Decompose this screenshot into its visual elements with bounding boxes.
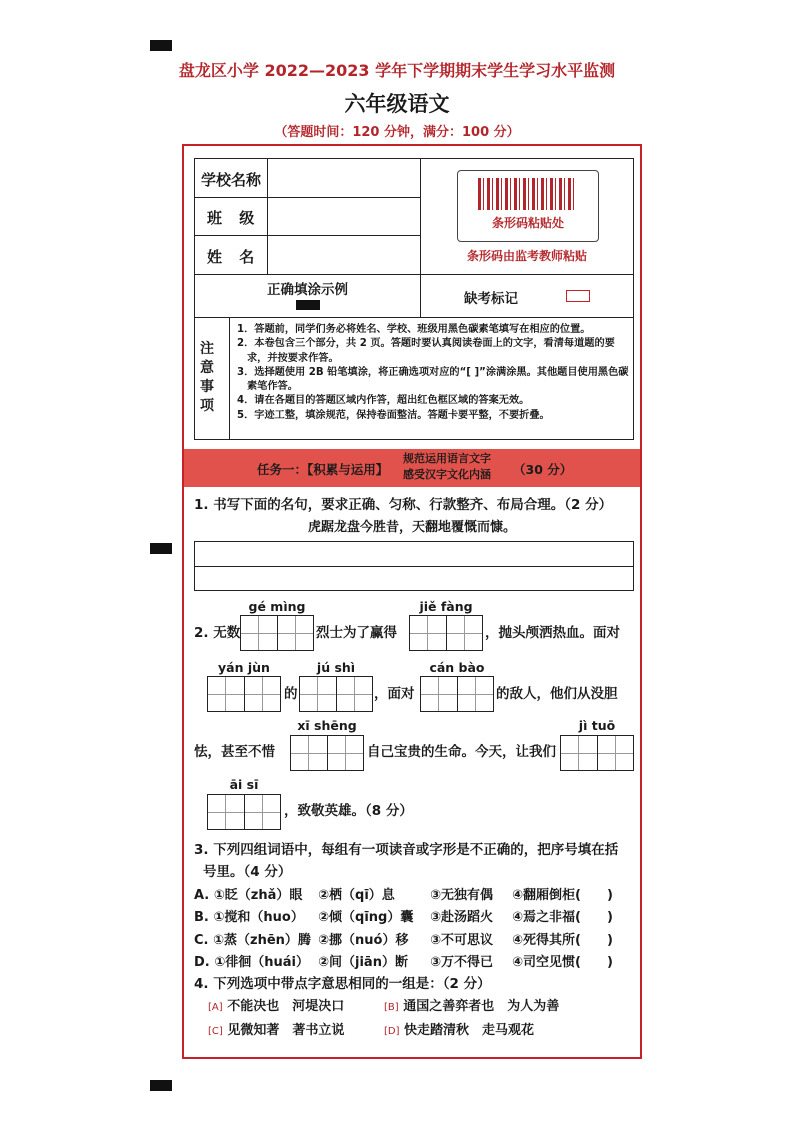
q2-text: 的敌人，他们从没胆 — [496, 686, 618, 702]
task-subtitle — [403, 451, 491, 483]
notice-label: 注意事项 — [200, 341, 214, 414]
registration-mark — [150, 543, 172, 554]
q4-option-text: 不能决也 河堤决口 — [227, 999, 345, 1014]
tianzige-input[interactable] — [240, 615, 314, 651]
school-label: 学校名称 — [201, 171, 262, 189]
q2-text: 自己宝贵的生命。今天，让我们 — [367, 744, 556, 760]
q3-option: ②挪（nuó）移 — [318, 933, 409, 948]
pinyin-label: jú shì — [316, 660, 356, 675]
task-score: （30 分） — [513, 462, 573, 477]
q4-option-d[interactable] — [384, 1019, 534, 1038]
q3-answer-blank[interactable]: ④司空见惯( ) — [512, 955, 613, 970]
question-3-line2: 号里。（4 分） — [203, 864, 292, 880]
pinyin-label: jiě fàng — [419, 599, 473, 614]
pinyin-label: cán bào — [429, 660, 485, 675]
tianzige-input[interactable] — [299, 676, 373, 712]
time-info: （答题时间：120 分钟，满分：100 分） — [274, 125, 520, 140]
q3-answer-blank[interactable]: ④焉之非福( ) — [512, 910, 613, 925]
q3-option: A. ①眨（zhǎ）眼 — [194, 888, 303, 903]
pinyin-label: āi sī — [229, 777, 259, 792]
q3-option: C. ①蒸（zhēn）腾 — [194, 933, 311, 948]
q3-option: ②栖（qī）息 — [318, 888, 395, 903]
tianzige-input[interactable] — [207, 794, 281, 830]
class-field[interactable] — [267, 197, 421, 236]
pinyin-label: gé mìng — [248, 599, 306, 614]
absent-label: 缺考标记 — [464, 291, 518, 307]
exam-title: 盘龙区小学 2022—2023 学年下学期期末学生学习水平监测 — [178, 61, 616, 80]
tianzige-input[interactable] — [420, 676, 494, 712]
fill-example-mark — [296, 300, 320, 310]
q3-option: ③赴汤蹈火 — [430, 910, 494, 925]
tianzige-input[interactable] — [290, 735, 364, 771]
name-field[interactable] — [267, 235, 421, 275]
pinyin-label: jì tuō — [578, 718, 616, 733]
notice-item: 5．字迹工整，填涂规范，保持卷面整洁。答题卡要平整，不要折叠。 — [237, 409, 550, 421]
task-subtitle-line: 感受汉字文化内涵 — [403, 468, 491, 481]
notice-item: 1．答题前，同学们务必将姓名、学校、班级用黑色碳素笔填写在相应的位置。 — [237, 324, 591, 335]
q4-option-tag[interactable]: [B] — [384, 1002, 399, 1013]
q4-option-c[interactable] — [208, 1019, 344, 1038]
q2-text: ，面对 — [374, 686, 415, 702]
q4-option-a[interactable] — [208, 995, 344, 1014]
fill-example-label: 正确填涂示例 — [267, 282, 348, 298]
q4-option-b[interactable] — [384, 995, 559, 1014]
q3-option: ②间（jiān）断 — [318, 955, 408, 970]
notice-item: 4．请在各题目的答题区域内作答，超出红色框区域的答案无效。 — [237, 395, 530, 407]
q4-option-text: 见微知著 著书立说 — [227, 1023, 345, 1038]
name-label: 姓 名 — [207, 248, 261, 266]
q3-option: ②倾（qīng）囊 — [318, 910, 414, 925]
pinyin-label: xī shēng — [297, 718, 357, 733]
q2-text: 烈士为了赢得 — [316, 625, 397, 641]
q4-option-text: 通国之善弈者也 为人为善 — [403, 999, 560, 1014]
registration-mark — [150, 1080, 172, 1091]
q3-answer-blank[interactable]: ④翻厢倒柜( ) — [512, 888, 613, 903]
q3-answer-blank[interactable]: ④死得其所( ) — [512, 933, 613, 948]
q2-text: 的 — [284, 686, 298, 702]
question-4: 4. 下列选项中带点字意思相同的一组是：（2 分） — [194, 976, 491, 992]
absent-checkbox[interactable] — [566, 290, 590, 302]
notice-item: 3．选择题使用 2B 铅笔填涂，将正确选项对应的“[ ]”涂满涂黑。其他题目使用黑色碳素笔作答。 — [237, 366, 629, 393]
notice-item: 2．本卷包含三个部分，共 2 页。答题时要认真阅读卷面上的文字，看清每道题的要求，并按要求作答。 — [237, 338, 615, 364]
q2-text: ，致敬英雄。（8 分） — [284, 803, 413, 819]
notice-list — [237, 323, 629, 423]
barcode-icon — [478, 178, 574, 210]
q3-option: ③无独有偶 — [430, 888, 494, 903]
question-3-line1: 3. 下列四组词语中，每组有一项读音或字形是不正确的，把序号填在括 — [194, 842, 619, 858]
subject-title: 六年级语文 — [344, 92, 450, 116]
barcode-note: 条形码由监考教师粘贴 — [466, 249, 587, 263]
tianzige-input[interactable] — [207, 676, 281, 712]
question-1: 1. 书写下面的名句，要求正确、匀称、行款整齐、布局合理。（2 分） — [194, 497, 613, 513]
q3-option: B. ①搅和（huo） — [194, 910, 304, 925]
q3-option: ③万不得已 — [430, 955, 494, 970]
q4-option-tag[interactable]: [D] — [384, 1026, 400, 1037]
q2-text: 2. 无数 — [194, 625, 241, 641]
q1-sentence: 虎踞龙盘今胜昔，天翻地覆慨而慷。 — [307, 520, 516, 535]
q2-text: 怯，甚至不惜 — [194, 744, 275, 760]
q1-answer-box[interactable] — [194, 541, 634, 591]
tianzige-input[interactable] — [409, 615, 483, 651]
pinyin-label: yán jùn — [218, 660, 270, 675]
q4-option-tag[interactable]: [C] — [208, 1026, 223, 1037]
tianzige-input[interactable] — [560, 735, 634, 771]
registration-mark — [150, 40, 172, 51]
q4-option-tag[interactable]: [A] — [208, 1002, 223, 1013]
class-label: 班 级 — [207, 209, 261, 227]
q3-option: ③不可思议 — [430, 933, 494, 948]
school-field[interactable] — [267, 158, 421, 198]
q3-option: D. ①徘徊（huái） — [194, 955, 310, 970]
q2-text: ，抛头颅洒热血。面对 — [485, 625, 620, 641]
task-prefix: 任务一：【积累与运用】 — [257, 462, 389, 477]
task-subtitle-line: 规范运用语言文字 — [403, 452, 491, 465]
q4-option-text: 快走踏清秋 走马观花 — [404, 1023, 535, 1038]
barcode-label: 条形码粘贴处 — [491, 216, 564, 230]
